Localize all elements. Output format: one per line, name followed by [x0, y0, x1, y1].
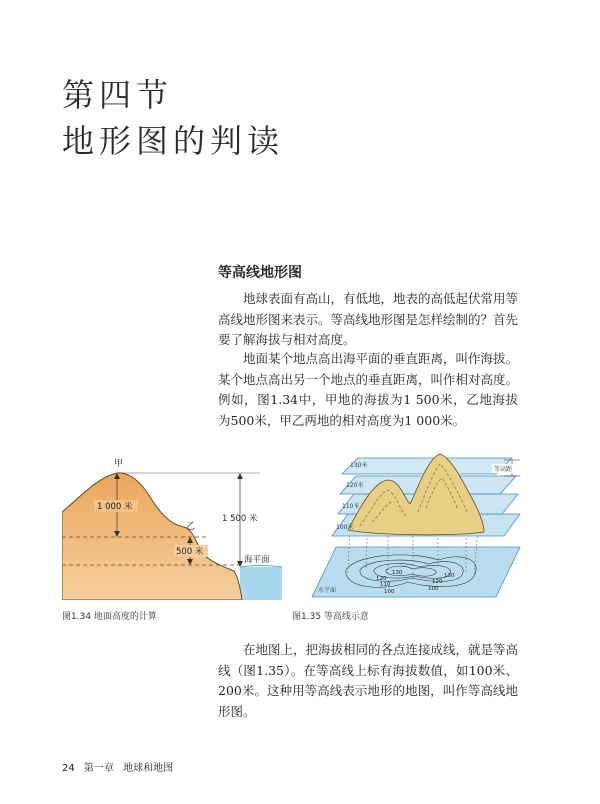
figure-contour-diagram	[288, 452, 525, 602]
contour-label: 130	[392, 570, 403, 576]
page-number: 24	[62, 763, 75, 774]
figure-135-caption: 图1.35 等高线示意	[292, 612, 369, 622]
footer-chapter: 第一章	[83, 763, 114, 774]
contour-label: 100	[384, 589, 395, 595]
figure-elevation-diagram	[62, 455, 287, 600]
sea-surface-line	[240, 566, 282, 568]
base-plane	[312, 547, 520, 597]
label-1500: 1 500 米	[222, 514, 258, 524]
label-sea-level: 海平面	[244, 555, 270, 565]
contour-label: 120	[376, 576, 387, 582]
label-base-plane: 水平面	[318, 587, 337, 594]
chapter-title-line2: 地形图的判读	[62, 122, 285, 160]
figure-134-caption: 图1.34 地面高度的计算	[62, 612, 157, 622]
contour-label: 130	[444, 573, 455, 579]
contour-label: 120	[432, 579, 443, 585]
section-heading: 等高线地形图	[218, 265, 302, 281]
label-jia: 甲	[114, 459, 124, 469]
label-yi: 乙	[186, 522, 196, 532]
page-footer	[62, 759, 179, 774]
contour-label: 100	[428, 586, 439, 592]
label-500: 500 米	[176, 547, 204, 557]
sea-area	[240, 567, 282, 600]
mountain-shape	[62, 473, 242, 600]
paragraph-2: 地面某个地点高出海平面的垂直距离，叫作海拔。某个地点高出另一个地点的垂直距离，叫作相对高度。例如，图1.34中，甲地的海拔为1 500米，乙地海拔为500米，甲乙两地的相对高度为1 000米。	[218, 351, 519, 428]
contour-label: 110	[380, 582, 391, 588]
footer-chapter-name: 地球和地图	[123, 763, 174, 774]
paragraph-3: 在地图上，把海拔相同的各点连接成线，就是等高线（图1.35）。在等高线上标有海拔数值，如100米、200米。这种用等高线表示地形的地图，叫作等高线地形图。	[218, 642, 519, 719]
plane-label-130: 130米	[350, 462, 368, 469]
plane-label-100: 100米	[336, 524, 354, 531]
label-contour-interval: 等高距	[494, 466, 513, 473]
paragraph-1: 地球表面有高山，有低地，地表的高低起伏常用等高线地形图来表示。等高线地形图是怎样绘制的？首先要了解海拔与相对高度。	[218, 291, 519, 347]
label-1000: 1 000 米	[97, 502, 133, 512]
plane-label-120: 120米	[346, 482, 364, 489]
chapter-title-line1: 第四节	[62, 76, 174, 114]
plane-label-110: 110米	[342, 503, 360, 510]
